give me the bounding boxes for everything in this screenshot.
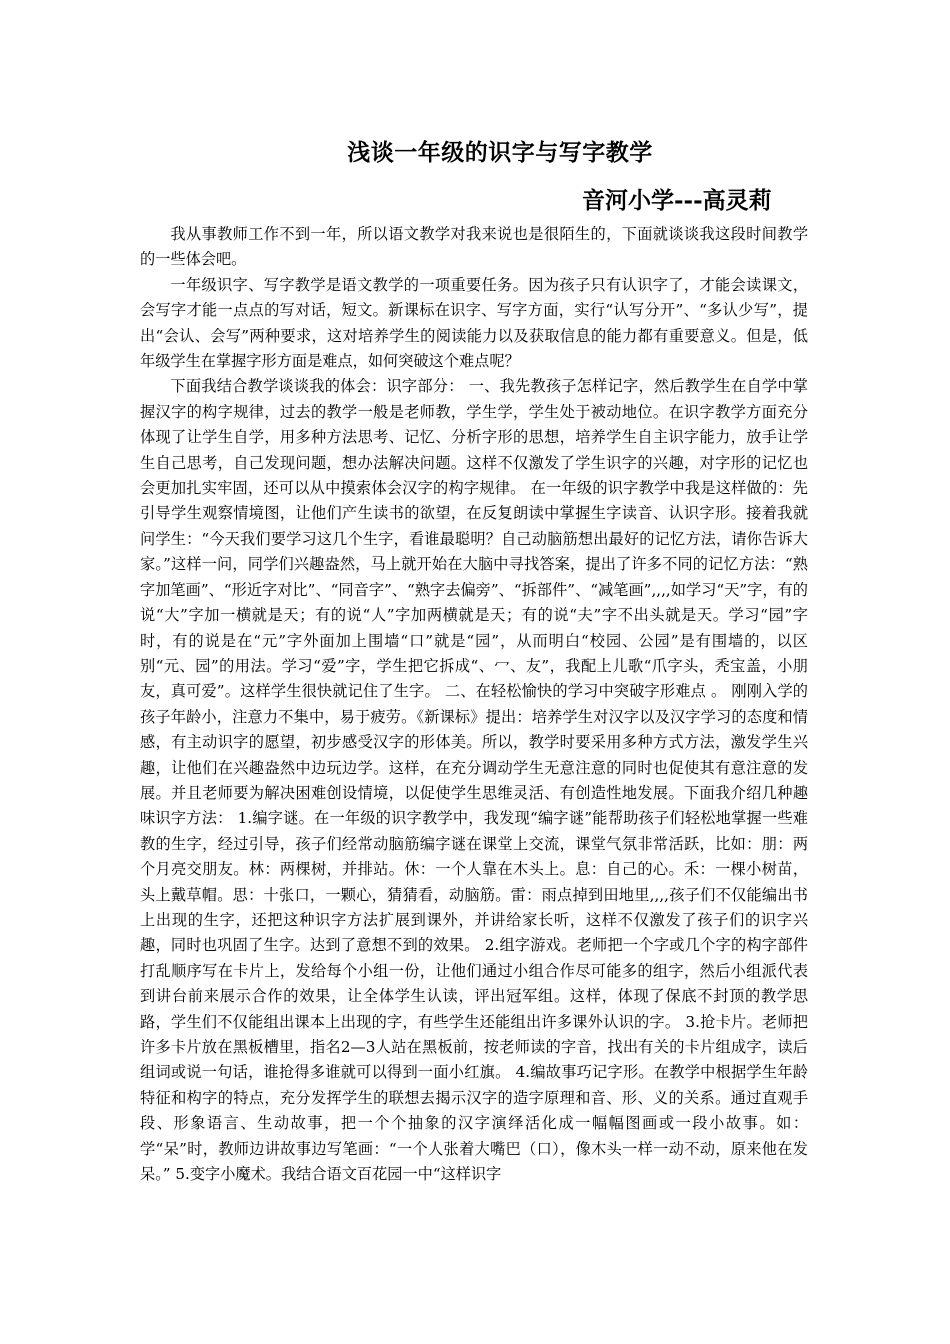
document-title: 浅谈一年级的识字与写字教学 <box>347 139 653 166</box>
document-body <box>140 222 808 1187</box>
paragraph-intro: 我从事教师工作不到一年，所以语文教学对我来说也是很陌生的，下面就谈谈我这段时间教学的一些体会吧。 <box>140 225 808 269</box>
paragraph-methods: 下面我结合教学谈谈我的体会：识字部分： 一、我先教孩子怎样记字，然后教学生在自学中掌握汉字的构字规律，过去的教学一般是老师教，学生学，学生处于被动地位。在识字教学方面充分体现了让学生自学，用多种方法思考、记忆、分析字形的思想，培养学生自主识字能力，放手让学生自己思考，自己发现问题，想办法解决问题。这样不仅激发了学生识字的兴趣，对字形的记忆也会更加扎实牢固，还可以从中摸索体会汉字的构字规律。 在一年级的识字教学中我是这样做的：先引导学生观察情境图，让他们产生读书的欲望，在反复朗读中掌握生字读音、认识字形。接着我就问学生：“今天我们要学习这几个生字，看谁最聪明？自己动脑筋想出最好的记忆方法，请你告诉大家。”这样一问，同学们兴趣盎然，马上就开始在大脑中寻找答案，提出了许多不同的记忆方法：“熟字加笔画”、“形近字对比”、“同音字”、“熟字去偏旁”、“拆部件”、“减笔画”,,,,如学习“天”字，有的说“大”字加一横就是天；有的说“人”字加两横就是天；有的说“夫”字不出头就是天。学习“园”字时，有的说是在“元”字外面加上围墙“口”就是“园”，从而明白“校园、公园”是有围墙的，以区别“元、园”的用法。学习“爱”字，学生把它拆成“、冖、友”，我配上儿歌“爪字头，秃宝盖，小朋友，真可爱”。这样学生很快就记住了生字。 二、在轻松愉快的学习中突破字形难点 。 刚刚入学的孩子年龄小，注意力不集中，易于疲劳。《新课标》提出：培养学生对汉字以及汉字学习的态度和情感，有主动识字的愿望，初步感受汉字的形体美。所以，教学时要采用多种方式方法，激发学生兴趣，让他们在兴趣盎然中边玩边学。这样，在充分调动学生无意注意的同时也促使其有意注意的发展。并且老师要为解决困难创设情境，以促使学生思维灵活、有创造性地发展。下面我介绍几种趣味识字方法： 1.编字谜。在一年级的识字教学中，我发现“编字谜”能帮助孩子们轻松地掌握一些难教的生字，经过引导，孩子们经常动脑筋编字谜在课堂上交流，课堂气氛非常活跃，比如：朋：两个月亮交朋友。林：两棵树，并排站。休：一个人靠在木头上。息：自己的心。禾：一棵小树苗，头上戴草帽。思：十张口，一颗心，猜猜看，动脑筋。雷：雨点掉到田地里,,,,孩子们不仅能编出书上出现的生字，还把这种识字方法扩展到课外，并讲给家长听，这样不仅激发了孩子们的识字兴趣，同时也巩固了生字。达到了意想不到的效果。 2.组字游戏。老师把一个字或几个字的构字部件打乱顺序写在卡片上，发给每个小组一份，让他们通过小组合作尽可能多的组字，然后小组派代表到讲台前来展示合作的效果，让全体学生认读，评出冠军组。这样，体现了保底不封顶的教学思路，学生们不仅能组出课本上出现的字，有些学生还能组出许多课外认识的字。 3.抢卡片。老师把许多卡片放在黑板槽里，指名2—3人站在黑板前，按老师读的字音，找出有关的卡片组成字，读后组词或说一句话，谁抢得多谁就可以得到一面小红旗。 4.编故事巧记字形。在教学中根据学生年龄特征和构字的特点，充分发挥学生的联想去揭示汉字的造字原理和音、形、义的关系。通过直观手段、形象语言、生动故事，把一个个抽象的汉字演绎活化成一幅幅图画或一段小故事。如：学“呆”时，教师边讲故事边写笔画：“一个人张着大嘴巴（口），像木头一样一动不动，原来他在发呆。” 5.变字小魔术。我结合语文百花园一中“这样识字 <box>140 377 808 1184</box>
document-author: 音河小学---高灵莉 <box>582 187 772 214</box>
paragraph-importance: 一年级识字、写字教学是语文教学的一项重要任务。因为孩子只有认识字了，才能会读课文，会写字才能一点点的写对话，短文。新课标在识字、写字方面，实行“认写分开”、“多认少写”，提出“会认、会写”两种要求，这对培养学生的阅读能力以及获取信息的能力都有重要意义。但是，低年级学生在掌握字形方面是难点，如何突破这个难点呢？ <box>140 275 808 371</box>
